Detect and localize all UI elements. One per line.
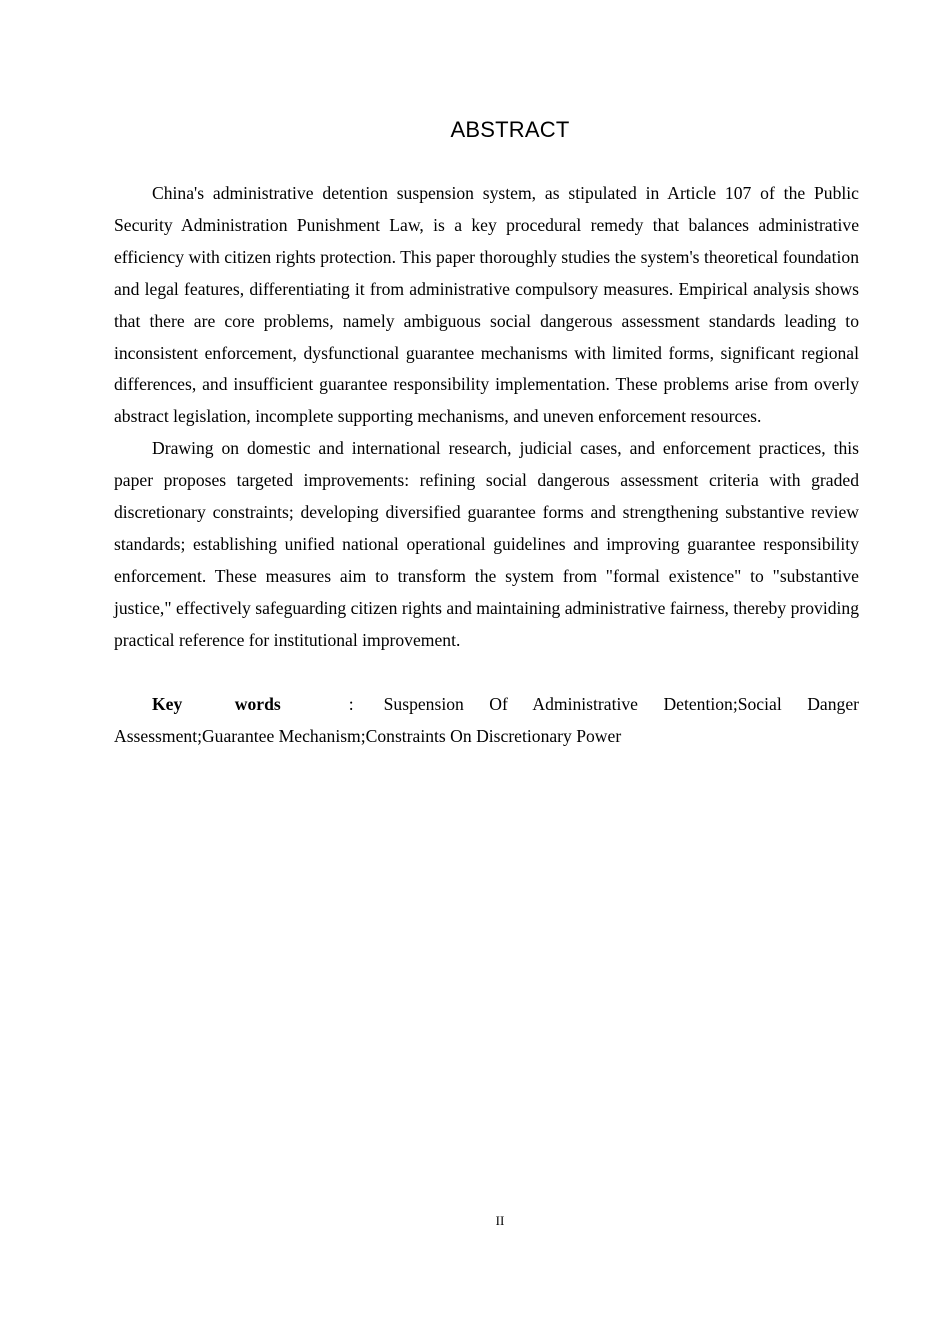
abstract-title: ABSTRACT: [450, 117, 570, 142]
abstract-paragraph-1: China's administrative detention suspension system, as stipulated in Article 107 of the Public Security Administration Punishment Law, is a key procedural remedy that balances administrative efficiency with citizen rights protection. This paper thoroughly studies the system's theoretical foundation and legal features, differentiating it from administrative compulsory measures. Empirical analysis shows that there are core problems, namely ambiguous social dangerous assessment standards leading to inconsistent enforcement, dysfunctional guarantee mechanisms with limited forms, significant regional differences, and insufficient guarantee responsibility implementation. These problems arise from overly abstract legislation, incomplete supporting mechanisms, and uneven enforcement resources.: [114, 183, 859, 427]
page-number: II: [495, 1213, 505, 1228]
keywords-label: Key words: [152, 693, 281, 714]
keywords-separator: :: [348, 693, 354, 714]
abstract-paragraph-2: Drawing on domestic and international research, judicial cases, and enforcement practices, this paper proposes targeted improvements: refining social dangerous assessment criteria with graded discretionary constraints; developing diversified guarantee forms and strengthening substantive review standards; establishing unified national operational guidelines and improving guarantee responsibility enforcement. These measures aim to transform the system from "formal existence" to "substantive justice," effectively safeguarding citizen rights and maintaining administrative fairness, thereby providing practical reference for institutional improvement.: [114, 438, 859, 650]
keywords-list: Suspension Of Administrative Detention;Social Danger Assessment;Guarantee Mechanism;Constraints On Discretionary Power: [114, 693, 859, 746]
keywords-line: [114, 689, 859, 753]
abstract-body: [114, 178, 859, 752]
